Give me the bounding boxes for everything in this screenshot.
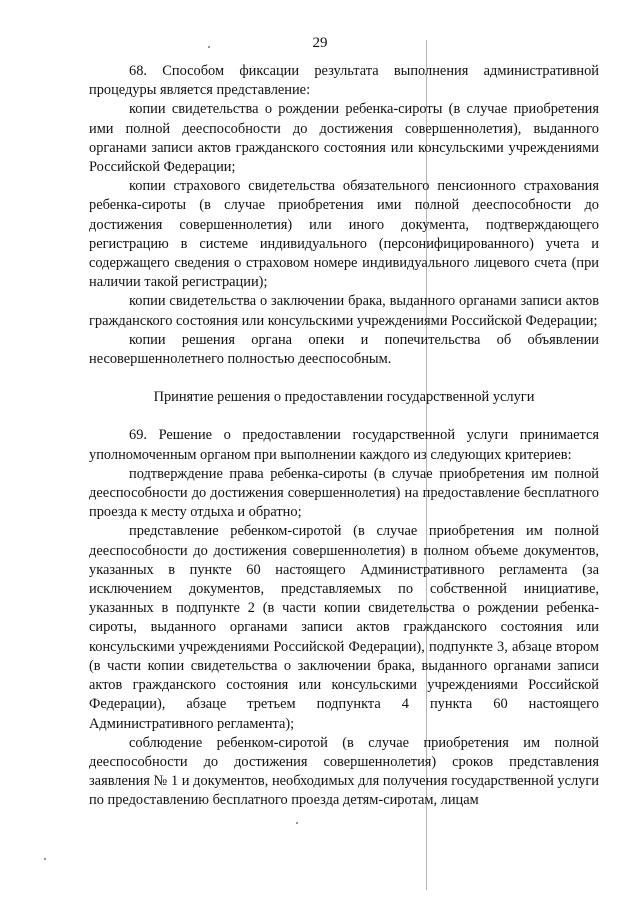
paragraph: 68. Способом фиксации результата выполнения административной процедуры является представление:: [89, 63, 599, 99]
scan-speck: [44, 858, 46, 860]
paragraph: соблюдение ребенком-сиротой (в случае приобретения им полной дееспособности до достижения совершеннолетия) сроков представления заявления № 1 и документов, необходимых для получения государственной услуги по предоставлению бесплатного проезда детям-сиротам, лицам: [89, 734, 599, 809]
scan-speck: [296, 822, 298, 824]
page-number: 29: [312, 35, 328, 51]
document-body: [89, 62, 599, 811]
paragraph: 69. Решение о предоставлении государственной услуги принимается уполномоченным органом при выполнении каждого из следующих критериев:: [89, 427, 599, 463]
scan-binding-line: [426, 40, 427, 890]
scan-speck: [208, 46, 210, 48]
paragraph: копии свидетельства о рождении ребенка-сироты (в случае приобретения ими полной дееспособности до достижения совершеннолетия), выданного органами записи актов гражданского состояния или консульскими учреждениями Российской Федерации;: [89, 101, 599, 176]
section-heading: Принятие решения о предоставлении государственной услуги: [153, 389, 535, 406]
paragraph: представление ребенком-сиротой (в случае приобретения им полной дееспособности до достижения совершеннолетия) в полном объеме документов, указанных в пункте 60 настоящего Административного регламента (за исключением документов, представляемых по собственной инициативе, указанных в подпункте 2 (в части копии свидетельства о рождении ребенка-сироты, выданного органами записи актов гражданского состояния или консульскими учреждениями Российской Федерации), подпункте 3, абзаце втором (в части копии свидетельства о заключении брака, выданного органами записи актов гражданского состояния или консульскими учреждениями Российской Федерации), абзаце третьем подпункта 4 пункта 60 настоящего Административного регламента);: [89, 523, 599, 732]
paragraph: копии страхового свидетельства обязательного пенсионного страхования ребенка-сироты (в случае приобретения ими полной дееспособности до достижения совершеннолетия) или иного документа, подтверждающего регистрацию в системе индивидуального (персонифицированного) учета и содержащего сведения о страховом номере индивидуального лицевого счета (при наличии такой регистрации);: [89, 178, 599, 291]
paragraph: подтверждение права ребенка-сироты (в случае приобретения им полной дееспособности до достижения совершеннолетия) на предоставление бесплатного проезда к месту отдыха и обратно;: [89, 465, 599, 521]
paragraph: копии свидетельства о заключении брака, выданного органами записи актов гражданского состояния или консульскими учреждениями Российской Федерации;: [89, 293, 599, 329]
paragraph: копии решения органа опеки и попечительства об объявлении несовершеннолетнего полностью дееспособным.: [89, 331, 599, 368]
